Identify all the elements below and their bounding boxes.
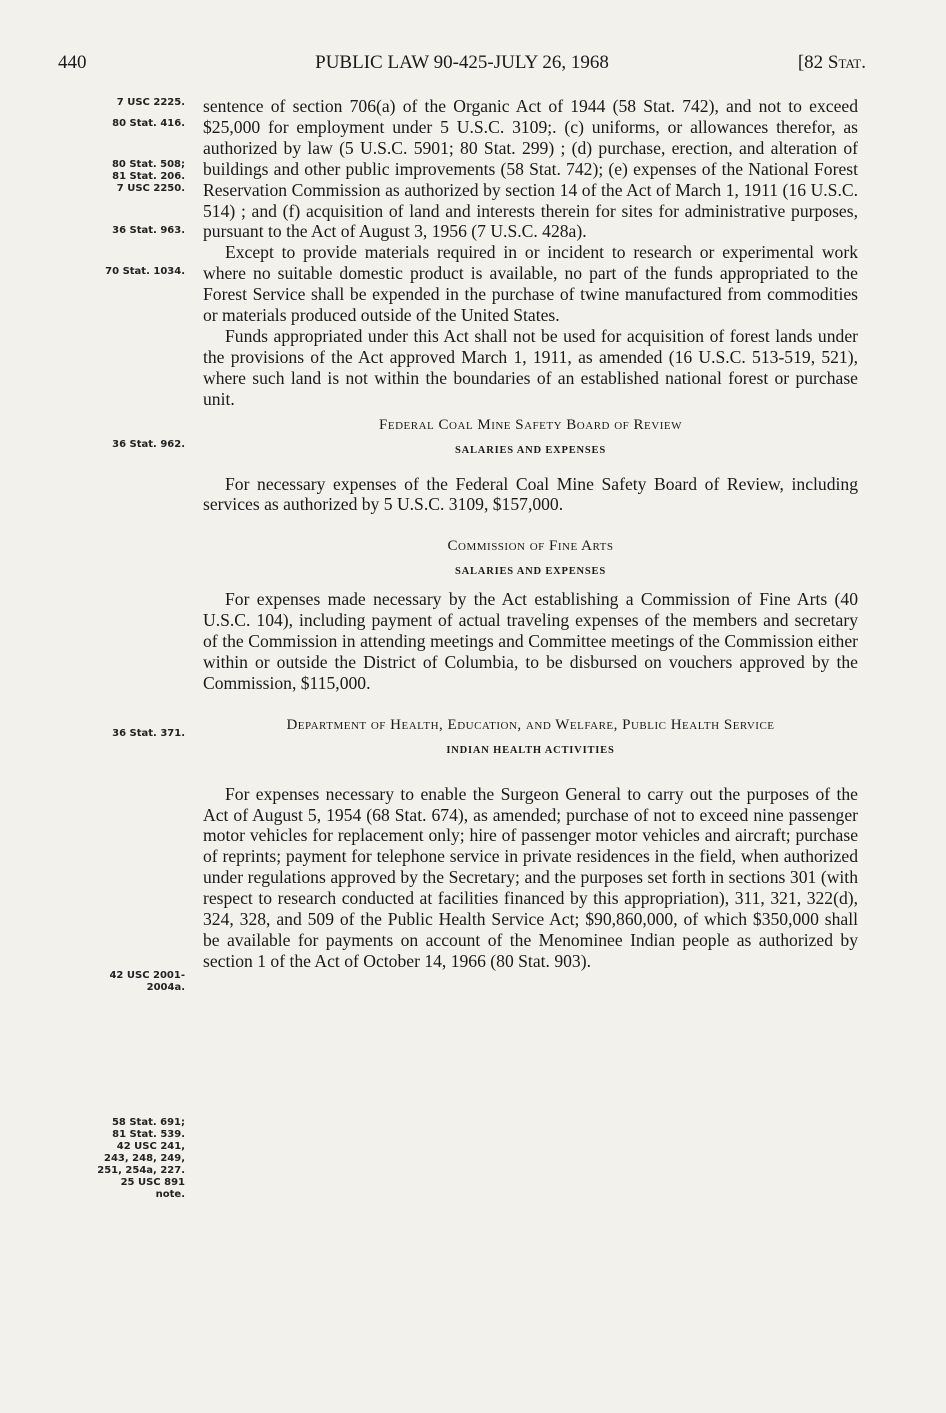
page-title: PUBLIC LAW 90-425-JULY 26, 1968 <box>315 52 609 73</box>
section-subheading: SALARIES AND EXPENSES <box>454 444 606 456</box>
volume-prefix: [82 <box>797 52 828 73</box>
section-heading: Commission of Fine Arts <box>447 538 614 555</box>
volume-stat: Stat. <box>827 52 866 73</box>
paragraph: Funds appropriated under this Act shall not be used for acquisition of forest lands under the provisions of the Act approved March 1, 1911, as amended (16 U.S.C. 513-519, 521), where such land is not within the boundaries of an established national forest or purchase unit. <box>203 325 858 409</box>
margin-note: 80 Stat. 508; 81 Stat. 206. 7 USC 2250. <box>111 159 185 194</box>
margin-note: 36 Stat. 371. <box>112 728 185 739</box>
margin-note: 36 Stat. 963. <box>112 225 185 236</box>
main-text <box>203 96 858 972</box>
paragraph: For necessary expenses of the Federal Coal Mine Safety Board of Review, including services as authorized by 5 U.S.C. 3109, $157,000. <box>203 473 858 515</box>
margin-note: 70 Stat. 1034. <box>105 266 185 277</box>
margin-note: 36 Stat. 962. <box>112 439 185 450</box>
margin-note: 80 Stat. 416. <box>112 118 185 129</box>
margin-note: 58 Stat. 691; 81 Stat. 539. 42 USC 241, 243, 248, 249, 251, 254a, 227. 25 USC 891 note. <box>97 1117 185 1200</box>
paragraph: sentence of section 706(a) of the Organic Act of 1944 (58 Stat. 742), and not to exceed $25,000 for employment under 5 U.S.C. 3109;. (c) uniforms, or allowances therefor, as authorized by law (5 U.S.C. 5901; 80 Stat. 299) ; (d) purchase, erection, and alteration of buildings and other public improvements (58 Stat. 742); (e) expenses of the National Forest Reservation Commission as authorized by section 14 of the Act of March 1, 1911 (16 U.S.C. 514) ; and (f) acquisition of land and interests therein for sites for administrative purposes, pursuant to the Act of August 3, 1956 (7 U.S.C. 428a). <box>203 96 858 242</box>
paragraph: For expenses made necessary by the Act establishing a Commission of Fine Arts (40 U.S.C. 104), including payment of actual traveling expenses of the members and secretary of the Commission in attending meetings and Committee meetings of the Commission either within or outside the District of Columbia, to be disbursed on vouchers approved by the Commission, $115,000. <box>203 589 858 693</box>
volume-citation <box>798 52 866 74</box>
margin-notes <box>0 0 185 1413</box>
section-heading: Federal Coal Mine Safety Board of Review <box>379 416 682 433</box>
paragraph: Except to provide materials required in or incident to research or experimental work where no suitable domestic product is available, no part of the funds appropriated to the Forest Service shall be expended in the purchase of twine manufactured from commodities or materials produced outside of the United States. <box>203 242 858 326</box>
margin-note: 7 USC 2225. <box>116 97 185 108</box>
paragraph: For expenses necessary to enable the Surgeon General to carry out the purposes of the Act of August 5, 1954 (68 Stat. 674), as amended; purchase of not to exceed nine passenger motor vehicles for replacement only; hire of passenger motor vehicles and aircraft; purchase of reprints; payment for telephone service in private residences in the field, when authorized under regulations approved by the Secretary; and the purposes set forth in sections 301 (with respect to research conducted at facilities financed by this appropriation), 311, 321, 322(d), 324, 328, and 509 of the Public Health Service Act; $90,860,000, of which $350,000 shall be available for payments on account of the Menominee Indian people as authorized by section 1 of the Act of October 14, 1966 (80 Stat. 903). <box>203 783 858 971</box>
section-subheading: INDIAN HEALTH ACTIVITIES <box>446 744 615 756</box>
section-subheading: SALARIES AND EXPENSES <box>454 566 606 578</box>
margin-note: 42 USC 2001- 2004a. <box>109 970 185 993</box>
page-number: 440 <box>58 52 87 73</box>
section-heading: Department of Health, Education, and Welfare, Public Health Service <box>286 716 775 733</box>
